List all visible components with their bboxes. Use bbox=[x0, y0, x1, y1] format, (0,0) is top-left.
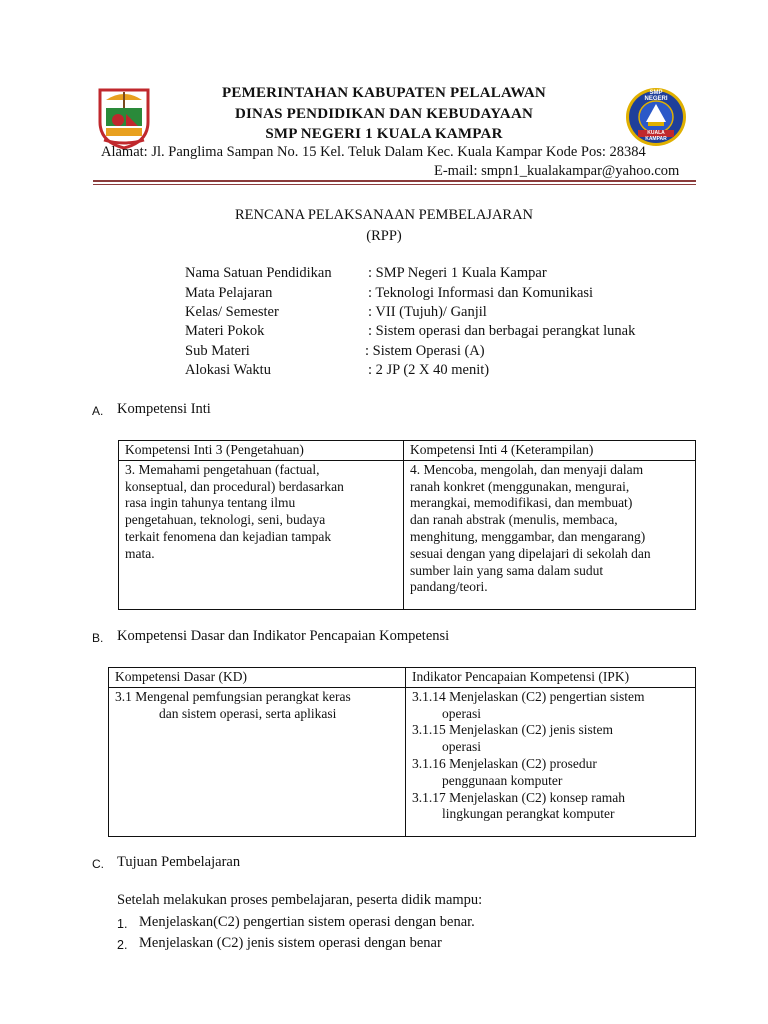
identity-label: Kelas/ Semester bbox=[185, 304, 279, 320]
cell-line: pengetahuan, teknologi, seni, budaya bbox=[125, 512, 326, 528]
cell-line: 3.1.17 Menjelaskan (C2) konsep ramah bbox=[412, 789, 625, 805]
identity-value: : SMP Negeri 1 Kuala Kampar bbox=[368, 265, 547, 281]
cell-line: terkait fenomena dan kejadian tampak bbox=[125, 528, 332, 544]
section-c-intro: Setelah melakukan proses pembelajaran, peserta didik mampu: bbox=[117, 892, 483, 908]
section-a-title: Kompetensi Inti bbox=[117, 401, 211, 417]
kompetensi-inti-table bbox=[118, 440, 696, 610]
kd-cell bbox=[109, 687, 406, 836]
cell-line: 3. Memahami pengetahuan (factual, bbox=[125, 461, 320, 477]
kop-line-2: DINAS PENDIDIKAN DAN KEBUDAYAAN bbox=[234, 106, 534, 122]
document-subtitle: (RPP) bbox=[366, 228, 402, 244]
cell-line: sesuai dengan yang dipelajari di sekolah dan bbox=[410, 545, 651, 561]
identity-value: : Sistem Operasi (A) bbox=[365, 343, 485, 359]
ipk-item bbox=[412, 689, 689, 723]
cell-line: operasi bbox=[442, 705, 481, 721]
table-header: Kompetensi Dasar (KD) bbox=[109, 668, 406, 688]
right-logo-bottom-text: KUALA KAMPAR bbox=[645, 130, 667, 142]
list-number: 2. bbox=[117, 938, 128, 952]
ki4-cell bbox=[404, 460, 696, 609]
table-header: Kompetensi Inti 3 (Pengetahuan) bbox=[119, 441, 404, 461]
identity-label: Alokasi Waktu bbox=[185, 362, 271, 378]
right-logo-top-text: SMP NEGERI bbox=[644, 90, 668, 102]
cell-line: pandang/teori. bbox=[410, 579, 488, 595]
section-a-letter: A. bbox=[92, 404, 104, 418]
identity-label: Mata Pelajaran bbox=[185, 285, 273, 301]
cell-line: 3.1.15 Menjelaskan (C2) jenis sistem bbox=[412, 722, 613, 738]
cell-line: 3.1.16 Menjelaskan (C2) prosedur bbox=[412, 755, 597, 771]
identity-value: : Teknologi Informasi dan Komunikasi bbox=[368, 285, 594, 301]
cell-line: lingkungan perangkat komputer bbox=[442, 806, 615, 822]
identity-value: : Sistem operasi dan berbagai perangkat lunak bbox=[368, 323, 636, 339]
cell-line: penggunaan komputer bbox=[442, 772, 563, 788]
ki3-cell bbox=[119, 460, 404, 609]
email-line: E-mail: smpn1_kualakampar@yahoo.com bbox=[434, 163, 680, 179]
cell-line: menghitung, menggambar, dan mengarang) bbox=[410, 528, 646, 544]
cell-line: 3.1.14 Menjelaskan (C2) pengertian sistem bbox=[412, 688, 645, 704]
ipk-item bbox=[412, 722, 689, 756]
section-b-letter: B. bbox=[92, 631, 104, 645]
list-item: Menjelaskan(C2) pengertian sistem operasi dengan benar. bbox=[139, 914, 475, 930]
header-rule-thick bbox=[93, 180, 696, 182]
kop-line-3: SMP NEGERI 1 KUALA KAMPAR bbox=[265, 126, 503, 142]
identity-value: : VII (Tujuh)/ Ganjil bbox=[368, 304, 487, 320]
address-line: Alamat: Jl. Panglima Sampan No. 15 Kel. Teluk Dalam Kec. Kuala Kampar Kode Pos: 28384 bbox=[101, 144, 646, 160]
identity-value: : 2 JP (2 X 40 menit) bbox=[368, 362, 490, 378]
identity-label: Nama Satuan Pendidikan bbox=[185, 265, 332, 281]
cell-line: konseptual, dan procedural) berdasarkan bbox=[125, 478, 344, 494]
cell-line: merangkai, memodifikasi, dan membuat) bbox=[410, 495, 633, 511]
cell-line: operasi bbox=[442, 739, 481, 755]
cell-line: ranah konkret (menggunakan, mengurai, bbox=[410, 478, 630, 494]
table-header: Indikator Pencapaian Kompetensi (IPK) bbox=[406, 668, 696, 688]
list-number: 1. bbox=[117, 917, 128, 931]
cell-line: dan ranah abstrak (menulis, membaca, bbox=[410, 512, 618, 528]
table-header: Kompetensi Inti 4 (Keterampilan) bbox=[404, 441, 696, 461]
cell-line: sumber lain yang sama dalam sudut bbox=[410, 562, 604, 578]
ipk-cell bbox=[406, 687, 696, 836]
kop-line-1: PEMERINTAHAN KABUPATEN PELALAWAN bbox=[222, 85, 546, 101]
section-b-title: Kompetensi Dasar dan Indikator Pencapaian Kompetensi bbox=[117, 628, 450, 644]
identity-label: Materi Pokok bbox=[185, 323, 265, 339]
document-title: RENCANA PELAKSANAAN PEMBELAJARAN bbox=[234, 207, 534, 223]
section-c-letter: C. bbox=[92, 857, 104, 871]
section-c-title: Tujuan Pembelajaran bbox=[117, 854, 241, 870]
ipk-item bbox=[412, 756, 689, 790]
header-rule-thin bbox=[93, 184, 696, 185]
identity-label: Sub Materi bbox=[185, 343, 250, 359]
kd-ipk-table bbox=[108, 667, 696, 837]
ipk-item bbox=[412, 790, 689, 824]
cell-line: 3.1 Mengenal pemfungsian perangkat keras bbox=[115, 688, 351, 704]
cell-line: mata. bbox=[125, 545, 155, 561]
list-item: Menjelaskan (C2) jenis sistem operasi dengan benar bbox=[139, 935, 442, 951]
cell-line: dan sistem operasi, serta aplikasi bbox=[159, 705, 337, 721]
cell-line: 4. Mencoba, mengolah, dan menyaji dalam bbox=[410, 461, 644, 477]
cell-line: rasa ingin tahunya tentang ilmu bbox=[125, 495, 296, 511]
